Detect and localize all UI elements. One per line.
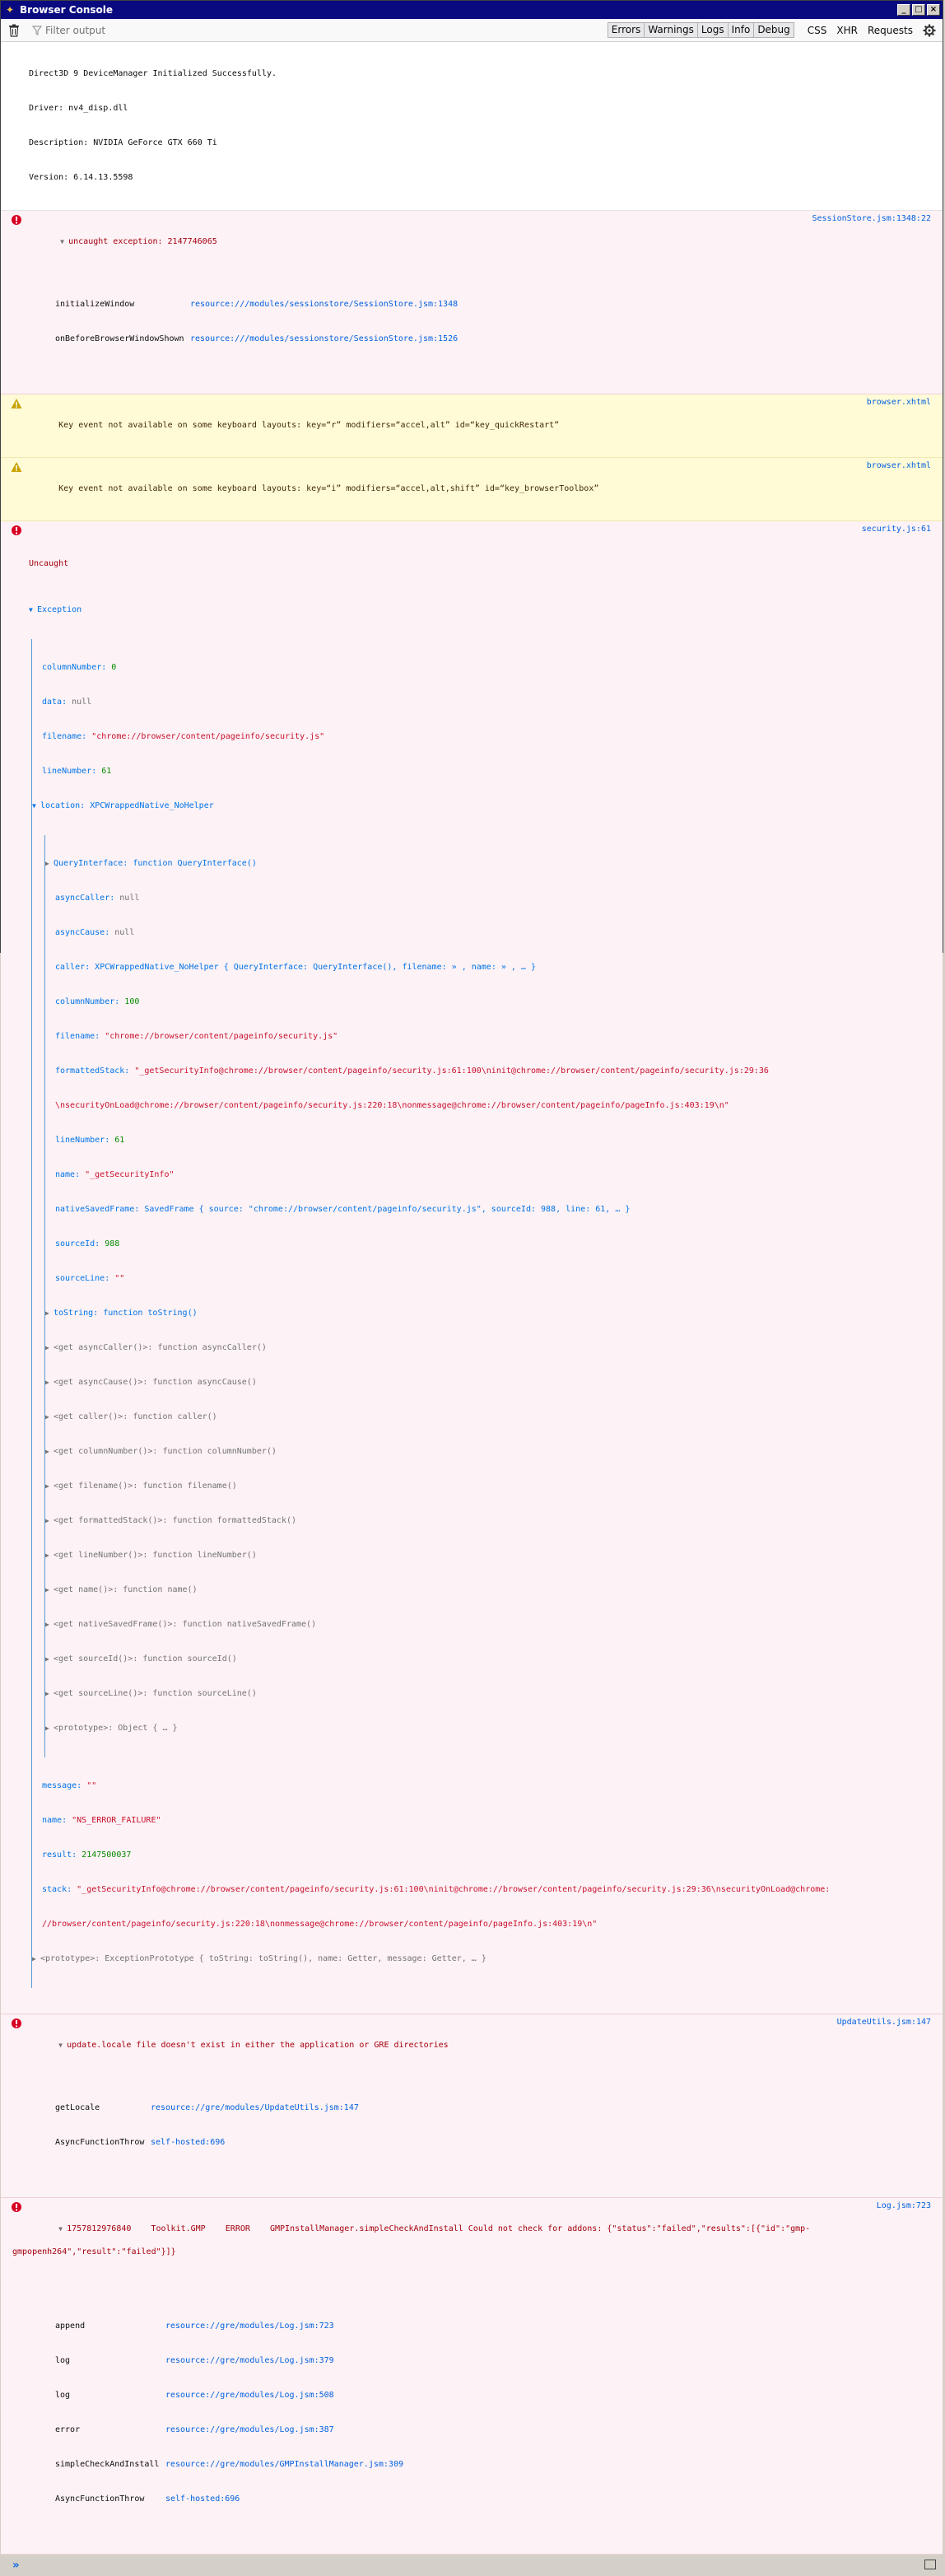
getter-text: <get filename()>: function filename() — [54, 1482, 237, 1491]
expand-toggle[interactable]: ▶ — [45, 1448, 49, 1455]
minimize-button[interactable]: _ — [897, 4, 910, 16]
prop-row-cont — [42, 1919, 931, 1930]
getter-row[interactable] — [45, 1412, 931, 1423]
prompt-icon: » — [12, 2559, 20, 2572]
trace-row — [55, 2424, 931, 2436]
error-message — [1, 521, 943, 2014]
trace-location[interactable]: resource:///modules/sessionstore/SessionStore.jsm:1526 — [190, 334, 459, 343]
prop-row — [42, 1850, 931, 1861]
getter-text: <get asyncCause()>: function asyncCause() — [54, 1378, 257, 1387]
trace-row — [55, 2494, 931, 2505]
trace-function: simpleCheckAndInstall — [55, 2460, 160, 2469]
filter-errors-button[interactable]: Errors — [608, 22, 645, 38]
log-line: Direct3D 9 DeviceManager Initialized Successfully. — [29, 69, 277, 78]
getter-text: <get lineNumber()>: function lineNumber() — [54, 1551, 257, 1560]
expand-toggle[interactable]: ▼ — [58, 2042, 63, 2049]
trace-location[interactable]: resource:///modules/sessionstore/SessionStore.jsm:1348 — [190, 300, 459, 309]
warning-message — [1, 394, 943, 458]
prop-key: lineNumber: — [42, 767, 102, 776]
filter-xhr-button[interactable]: XHR — [836, 24, 858, 36]
prop-key: lineNumber: — [55, 1136, 115, 1145]
getter-row[interactable] — [45, 1723, 931, 1734]
prop-key: QueryInterface: — [54, 859, 133, 868]
prop-value: 100 — [124, 997, 140, 1006]
getter-text: <get asyncCaller()>: function asyncCaller() — [54, 1343, 267, 1352]
maximize-button[interactable]: □ — [912, 4, 925, 16]
getter-row[interactable] — [45, 1377, 931, 1388]
expand-toggle[interactable]: ▶ — [45, 1586, 49, 1594]
funnel-icon — [32, 26, 42, 35]
sidebar-toggle-icon[interactable] — [924, 2560, 936, 2569]
getter-row[interactable] — [45, 1619, 931, 1631]
prop-value: 988 — [105, 1239, 120, 1248]
filter-info-button[interactable]: Info — [728, 22, 755, 38]
trace-function: getLocale — [55, 2103, 100, 2112]
prop-value: "_getSecurityInfo" — [85, 1170, 175, 1179]
getter-row[interactable] — [45, 1342, 931, 1354]
trace-function: AsyncFunctionThrow — [55, 2494, 145, 2504]
trace-function: append — [55, 2322, 86, 2331]
trace-function: log — [55, 2356, 71, 2365]
gear-icon — [923, 24, 936, 37]
trash-icon — [8, 24, 20, 37]
prop-key: message: — [42, 1781, 87, 1790]
prop-value: //browser/content/pageinfo/security.js:220:18\nonmessage@chrome://browser/content/pageinfo/pageInfo.js:403:19\n" — [42, 1920, 598, 1929]
trace-location[interactable]: self-hosted:696 — [165, 2494, 240, 2504]
warning-text: Key event not available on some keyboard layouts: key=“r” modifiers=“accel,alt” id=“key_quickRestart” — [58, 421, 560, 430]
prop-key: asyncCause: — [55, 928, 115, 937]
prop-key: asyncCaller: — [55, 894, 120, 903]
trace-function: AsyncFunctionThrow — [55, 2138, 145, 2147]
clear-console-button[interactable] — [6, 22, 22, 39]
getter-row[interactable] — [45, 1515, 931, 1527]
expand-toggle[interactable]: ▶ — [45, 1413, 49, 1421]
prop-row — [55, 1066, 931, 1077]
prop-row — [55, 996, 931, 1008]
console-output — [1, 42, 943, 2576]
source-link[interactable]: browser.xhtml — [866, 398, 931, 407]
prop-row — [55, 1273, 931, 1285]
trace-row — [55, 2459, 931, 2471]
trace-location[interactable]: resource://gre/modules/Log.jsm:379 — [165, 2356, 334, 2365]
getter-row[interactable] — [45, 1654, 931, 1665]
source-link[interactable]: security.js:61 — [861, 525, 931, 534]
trace-location[interactable]: resource://gre/modules/Log.jsm:387 — [165, 2425, 334, 2434]
getter-text: <get name()>: function name() — [54, 1585, 198, 1594]
prop-row — [42, 1815, 931, 1827]
prop-row — [55, 962, 931, 973]
prop-value: XPCWrappedNative_NoHelper — [90, 801, 214, 810]
getter-text: <get columnNumber()>: function columnNumber() — [54, 1447, 277, 1456]
expand-toggle[interactable]: ▶ — [45, 1552, 49, 1559]
expand-toggle[interactable]: ▶ — [45, 860, 49, 867]
warning-message — [1, 458, 943, 521]
log-line: Version: 6.14.13.5598 — [29, 173, 133, 182]
stack-trace — [55, 2298, 931, 2528]
trace-row — [55, 334, 931, 345]
getter-row[interactable] — [45, 1550, 931, 1561]
trace-row — [55, 2321, 931, 2332]
error-icon — [11, 2018, 22, 2029]
prop-value: XPCWrappedNative_NoHelper { QueryInterface: QueryInterface(), filename: » , name: » , … } — [95, 963, 536, 972]
getter-text: <get caller()>: function caller() — [54, 1412, 217, 1421]
prop-value: 61 — [101, 767, 112, 776]
prop-row — [42, 662, 931, 674]
expand-toggle[interactable]: ▼ — [60, 238, 64, 245]
prototype-row[interactable] — [32, 1953, 931, 1965]
warning-text: Key event not available on some keyboard layouts: key=“i” modifiers=“accel,alt,shift” id=“key_browserToolbox” — [58, 484, 599, 493]
trace-function: onBeforeBrowserWindowShown — [55, 334, 184, 343]
filter-css-button[interactable]: CSS — [807, 24, 827, 36]
exception-node[interactable] — [29, 604, 931, 616]
error-text-cont: gmpopenh264","result":"failed"}]} — [12, 2247, 176, 2256]
prop-row[interactable] — [45, 1308, 931, 1319]
filter-requests-button[interactable]: Requests — [868, 24, 913, 36]
prop-value: "chrome://browser/content/pageinfo/security.js" — [105, 1032, 338, 1041]
source-link[interactable]: UpdateUtils.jsm:147 — [836, 2018, 931, 2027]
getter-text: <get sourceId()>: function sourceId() — [54, 1654, 237, 1664]
trace-function: error — [55, 2425, 81, 2434]
source-link[interactable]: Log.jsm:723 — [876, 2201, 931, 2210]
prop-key: data: — [42, 698, 72, 707]
trace-row — [55, 2102, 931, 2114]
expand-toggle[interactable]: ▶ — [45, 1621, 49, 1628]
error-text: update.locale file doesn't exist in either the application or GRE directories — [67, 2041, 449, 2050]
prop-key: sourceLine: — [55, 1274, 115, 1283]
prop-value: "" — [114, 1274, 125, 1283]
getter-text: <get formattedStack()>: function formattedStack() — [54, 1516, 297, 1525]
prop-row — [55, 1239, 931, 1250]
trace-location[interactable]: resource://gre/modules/GMPInstallManager.jsm:309 — [165, 2460, 403, 2469]
prop-value: 61 — [114, 1136, 125, 1145]
error-icon — [11, 214, 22, 226]
location-tree — [44, 835, 931, 1757]
getter-text: <prototype>: Object { … } — [54, 1724, 178, 1733]
prop-key: caller: — [55, 963, 95, 972]
log-level-filters — [608, 22, 794, 38]
prop-key: sourceId: — [55, 1239, 105, 1248]
log-line: Driver: nv4_disp.dll — [29, 104, 128, 113]
expand-toggle[interactable]: ▶ — [45, 1655, 49, 1663]
prop-row — [55, 1031, 931, 1043]
expand-toggle[interactable]: ▼ — [32, 802, 36, 810]
trace-row — [55, 2390, 931, 2401]
prop-key: stack: — [42, 1885, 77, 1894]
prop-row — [42, 1780, 931, 1792]
prop-row — [55, 1204, 931, 1216]
prop-row[interactable] — [32, 800, 931, 812]
window-title: Browser Console — [20, 4, 114, 16]
trace-function: log — [55, 2391, 71, 2400]
prop-key: columnNumber: — [42, 663, 112, 672]
source-link[interactable]: SessionStore.jsm:1348:22 — [812, 214, 931, 223]
close-button[interactable]: × — [927, 4, 940, 16]
filter-logs-button[interactable]: Logs — [697, 22, 729, 38]
prop-row[interactable] — [45, 858, 931, 870]
trace-function: initializeWindow — [55, 300, 135, 309]
settings-button[interactable] — [921, 22, 938, 39]
prop-row — [55, 927, 931, 939]
source-link[interactable]: browser.xhtml — [866, 461, 931, 470]
error-message — [1, 2014, 943, 2198]
trace-row — [55, 2355, 931, 2367]
prop-row — [42, 1884, 931, 1896]
prop-value: "" — [86, 1781, 97, 1790]
error-icon — [11, 525, 22, 536]
prototype-text: <prototype>: ExceptionPrototype { toString: toString(), name: Getter, message: Getter, … } — [40, 1954, 486, 1963]
prop-key: formattedStack: — [55, 1066, 135, 1076]
exception-label: Exception — [37, 605, 82, 614]
console-input[interactable] — [1, 2555, 943, 2576]
trace-row — [55, 299, 931, 310]
prop-value: null — [72, 698, 92, 707]
expand-toggle[interactable]: ▶ — [45, 1379, 49, 1386]
trace-row — [55, 2137, 931, 2149]
prop-value: "_getSecurityInfo@chrome://browser/content/pageinfo/security.js:61:100\ninit@chrome://browser/content/pageinfo/security.js:29:36\nsecurityOnLoad@chrome: — [77, 1885, 831, 1894]
filter-debug-button[interactable]: Debug — [753, 22, 794, 38]
prop-value: "chrome://browser/content/pageinfo/security.js" — [91, 732, 325, 741]
prop-row — [55, 1169, 931, 1181]
app-icon: ✦ — [5, 4, 15, 16]
log-line: Description: NVIDIA GeForce GTX 660 Ti — [29, 138, 217, 147]
prop-row — [42, 766, 931, 777]
warning-icon — [11, 398, 22, 409]
console-toolbar — [1, 19, 943, 42]
expand-toggle[interactable]: ▼ — [58, 2225, 63, 2233]
trace-location[interactable]: resource://gre/modules/UpdateUtils.jsm:147 — [151, 2103, 359, 2112]
getter-row[interactable] — [45, 1584, 931, 1596]
warning-icon — [11, 461, 22, 473]
expand-toggle[interactable]: ▼ — [29, 606, 33, 614]
prop-key: filename: — [55, 1032, 105, 1041]
prop-value: 2147500037 — [81, 1850, 132, 1860]
trace-location[interactable]: self-hosted:696 — [151, 2138, 226, 2147]
prop-key: name: — [42, 1816, 72, 1825]
error-text: Uncaught — [29, 559, 69, 568]
prop-key: toString: — [54, 1309, 104, 1318]
getter-row[interactable] — [45, 1688, 931, 1700]
expand-toggle[interactable]: ▶ — [45, 1690, 49, 1697]
prop-key: result: — [42, 1850, 82, 1860]
prop-key: location: — [40, 801, 91, 810]
error-message — [1, 2198, 943, 2555]
prop-row — [42, 697, 931, 708]
getter-text: <get sourceLine()>: function sourceLine() — [54, 1689, 257, 1698]
trace-location[interactable]: resource://gre/modules/Log.jsm:508 — [165, 2391, 334, 2400]
expand-toggle[interactable]: ▶ — [45, 1724, 49, 1732]
prop-value: "_getSecurityInfo@chrome://browser/content/pageinfo/security.js:61:100\ninit@chrome://browser/content/pageinfo/security.js:29:36 — [134, 1066, 769, 1076]
expand-toggle[interactable]: ▶ — [45, 1517, 49, 1524]
error-icon — [11, 2201, 22, 2213]
prop-value: null — [119, 894, 140, 903]
title-bar — [1, 1, 943, 19]
expand-toggle[interactable]: ▶ — [45, 1344, 49, 1351]
prop-value: 0 — [111, 663, 117, 672]
stack-trace — [55, 2079, 931, 2172]
filter-input[interactable] — [32, 25, 608, 36]
prop-value: \nsecurityOnLoad@chrome://browser/content/pageinfo/security.js:220:18\nonmessage@chrome://browser/content/pageinfo/pageInfo.js:403:19\n" — [55, 1101, 729, 1110]
prop-row-cont — [55, 1100, 931, 1112]
log-message — [1, 42, 943, 211]
prop-value: "NS_ERROR_FAILURE" — [72, 1816, 161, 1825]
getter-text: <get nativeSavedFrame()>: function nativeSavedFrame() — [54, 1620, 317, 1629]
expand-toggle[interactable]: ▶ — [32, 1955, 36, 1962]
prop-row — [55, 1135, 931, 1146]
prop-key: columnNumber: — [55, 997, 125, 1006]
stack-trace — [55, 276, 931, 368]
prop-value: function toString() — [103, 1309, 198, 1318]
error-text: 1757812976840 Toolkit.GMP ERROR GMPInstallManager.simpleCheckAndInstall Could not check for addons: {"status":"failed","results":[{"id":"gmp- — [67, 2224, 811, 2233]
prop-value: null — [114, 928, 135, 937]
prop-key: name: — [55, 1170, 86, 1179]
filter-warnings-button[interactable]: Warnings — [644, 22, 698, 38]
trace-location[interactable]: resource://gre/modules/Log.jsm:723 — [165, 2322, 334, 2331]
expand-toggle[interactable]: ▶ — [45, 1309, 49, 1317]
prop-row — [42, 731, 931, 743]
filter-placeholder: Filter output — [45, 24, 106, 36]
prop-key: filename: — [42, 732, 92, 741]
getter-row[interactable] — [45, 1446, 931, 1458]
getter-row[interactable] — [45, 1481, 931, 1492]
exception-tree — [31, 639, 931, 1988]
expand-toggle[interactable]: ▶ — [45, 1482, 49, 1490]
prop-value: function QueryInterface() — [133, 859, 257, 868]
prop-row — [55, 893, 931, 904]
error-message — [1, 211, 943, 394]
prop-value: SavedFrame { source: "chrome://browser/content/pageinfo/security.js", sourceId: 988, line: 61, … } — [144, 1205, 631, 1214]
prop-key: nativeSavedFrame: — [55, 1205, 145, 1214]
error-text: uncaught exception: 2147746065 — [68, 237, 217, 246]
